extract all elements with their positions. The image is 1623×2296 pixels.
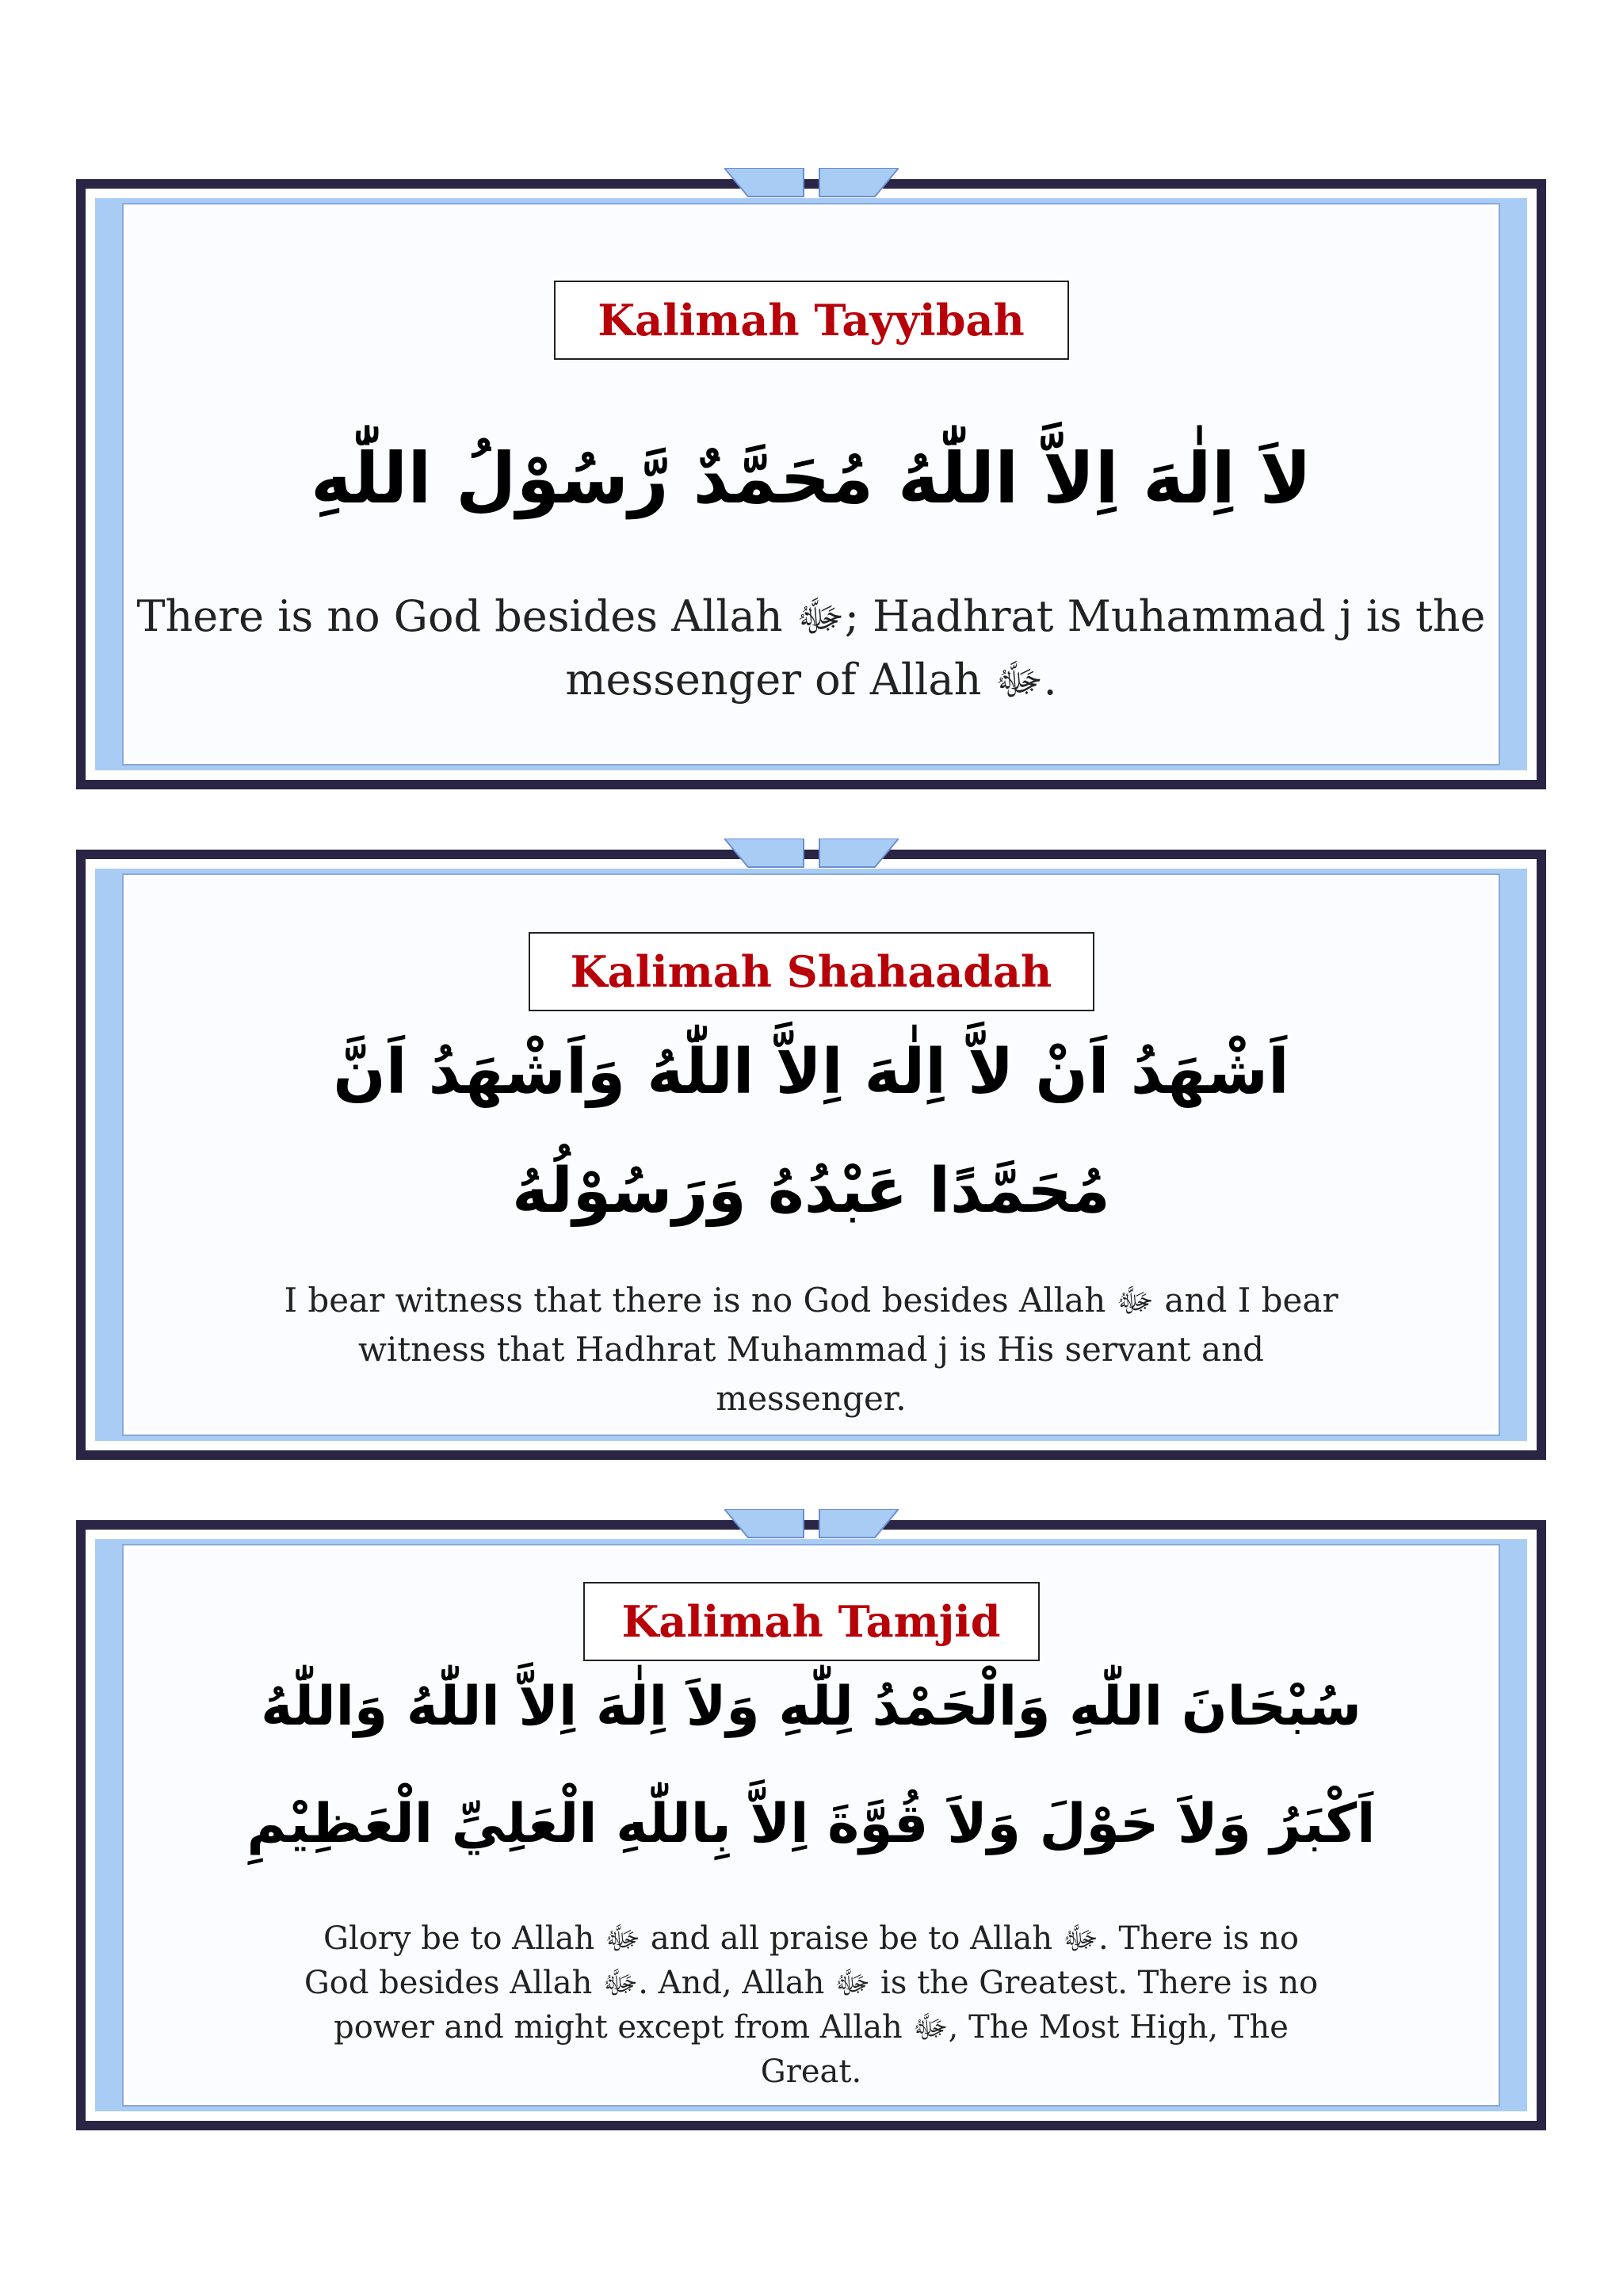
card-panel [124, 1545, 1499, 2105]
translation-line: messenger of Allah ﷻ. [565, 655, 1057, 705]
card-title-box [529, 932, 1094, 1011]
translation-text [127, 585, 1495, 712]
arabic-text-line: اَكْبَرُ وَلاَ حَوْلَ وَلاَ قُوَّةَ اِلاَّ بِاللّٰهِ الْعَلِيِّ الْعَظِيْمِ [246, 1793, 1376, 1855]
card-title: Kalimah Tayyibah [598, 295, 1025, 346]
arabic-text-line: سُبْحَانَ اللّٰهِ وَالْحَمْدُ لِلّٰهِ وَلاَ اِلٰهَ اِلاَّ اللّٰهُ وَاللّٰهُ [261, 1675, 1361, 1738]
kalimah-card [76, 1520, 1546, 2130]
kalimah-card [76, 850, 1546, 1460]
card-title-box [583, 1582, 1040, 1661]
translation-line: power and might except from Allah ﷻ, The Most High, The [334, 2009, 1289, 2046]
translation-line: witness that Hadhrat Muhammad j is His servant and [357, 1330, 1265, 1369]
card-title-box [554, 281, 1069, 360]
arabic-text-line: لاَ اِلٰهَ اِلاَّ اللّٰهُ مُحَمَّدٌ رَّسُوْلُ اللّٰهِ [310, 437, 1312, 519]
translation-line: God besides Allah ﷻ. And, Allah ﷻ is the Greatest. There is no [304, 1965, 1319, 2001]
arabic-text-line: اَشْهَدُ اَنْ لاَّ اِلٰهَ اِلاَّ اللّٰهُ وَاَشْهَدُ اَنَّ [333, 1037, 1289, 1108]
translation-line: I bear witness that there is no God besides Allah ﷻ and I bear [284, 1281, 1338, 1320]
translation-line: Glory be to Allah ﷻ and all praise be to Allah ﷻ. There is no [323, 1920, 1299, 1957]
translation-line: There is no God besides Allah ﷻ; Hadhrat Muhammad j is the [136, 591, 1486, 641]
card-panel [124, 204, 1499, 764]
card-title: Kalimah Shahaadah [570, 946, 1052, 997]
kalimah-card [76, 179, 1546, 789]
translation-text [127, 1916, 1495, 2094]
translation-line: messenger. [716, 1379, 907, 1418]
card-title: Kalimah Tamjid [621, 1596, 1001, 1647]
arabic-text-line: مُحَمَّدًا عَبْدُهُ وَرَسُوْلُهُ [512, 1156, 1110, 1227]
card-panel [124, 875, 1499, 1435]
translation-text [127, 1276, 1495, 1423]
translation-line: Great. [760, 2053, 862, 2090]
